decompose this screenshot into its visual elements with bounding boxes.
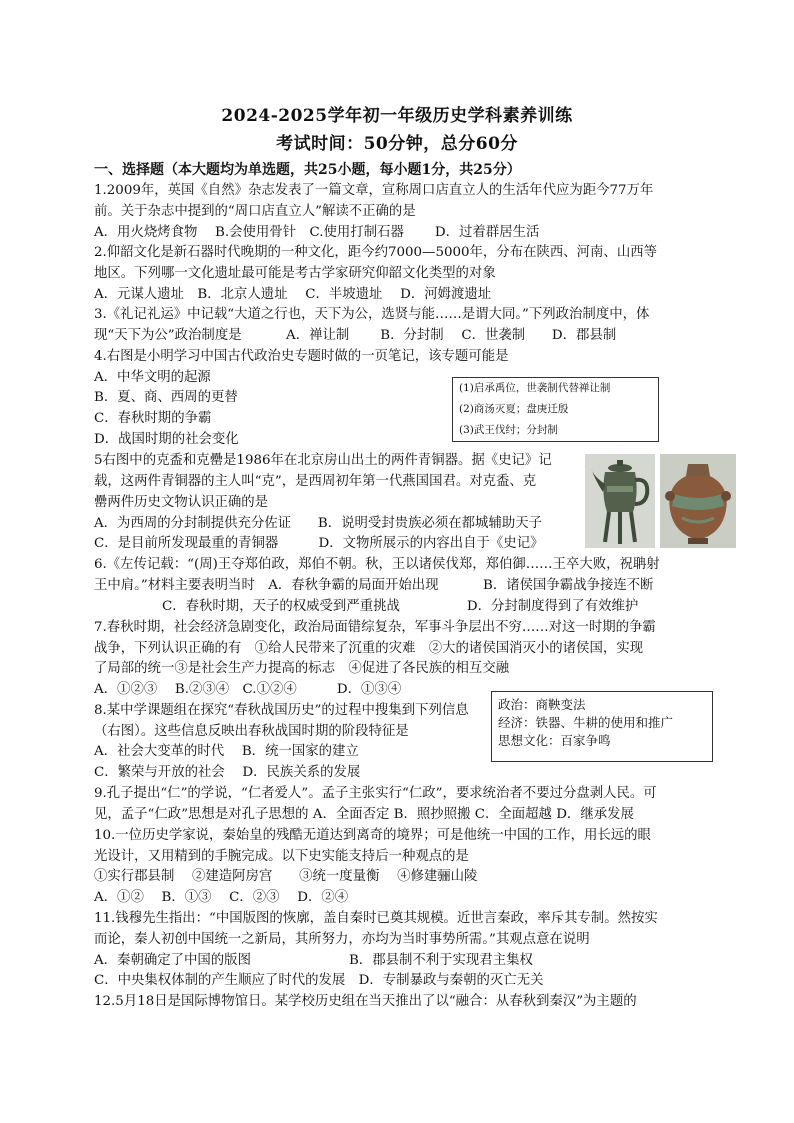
question-line: 前。关于杂志中提到的“周口店直立人”解读不正确的是: [94, 204, 416, 219]
question-line: 3.《礼记礼运》中记载“大道之行也，天下为公，选贤与能……是谓大同。”下列政治制度中，体: [94, 307, 650, 322]
info-box: [491, 691, 713, 762]
question-line: 11.钱穆先生指出：“中国版图的恢廓，盖自秦时已奠其规模。近世言秦政，率斥其专制。然按实: [94, 911, 658, 926]
section-heading: 一、选择题（本大题均为单选题，共25小题，每小题1分，共25分）: [94, 162, 521, 178]
option-line: 现“天下为公”政治制度是 A．禅让制 B．分封制 C．世袭制 D．郡县制: [94, 328, 617, 343]
question-line: 7.春秋时期，社会经济急剧变化，政治局面错综复杂，军事斗争层出不穷……对这一时期的争霸: [94, 620, 656, 635]
notes-item: (1)启承禹位，世袭制代替禅让制: [459, 382, 611, 394]
option-line: A．用火烧烤食物 B.会使用骨针 C.使用打制石器 D．过着群居生活: [94, 225, 540, 240]
notes-item: (2)商汤灭夏；盘庚迁殷: [459, 403, 569, 415]
bronze-he-photo: [585, 454, 655, 548]
info-item: 思想文化：百家争鸣: [498, 733, 611, 748]
info-item: 经济：铁器、牛耕的使用和推广: [498, 715, 674, 730]
option-line: C．繁荣与开放的社会 D．民族关系的发展: [94, 765, 361, 780]
question-line: 9.孔子提出“仁”的学说，“仁者爱人”。孟子主张实行“仁政”，要求统治者不要过分盘剥人民。可: [94, 786, 657, 801]
question-line: 战争，下列认识正确的有 ①给人民带来了沉重的灾难 ②大的诸侯国消灭小的诸侯国，实现: [94, 641, 644, 656]
question-line: 光设计，又用精到的手腕完成。以下史实能支持后一种观点的是: [94, 849, 469, 864]
option-line: C．春秋时期的争霸: [94, 411, 212, 426]
notes-box: [452, 377, 659, 442]
bronze-lei-photo: [660, 454, 736, 548]
question-line: 载，这两件青铜器的主人叫“克”，是西周初年第一代燕国国君。对克盉、克: [94, 474, 537, 489]
question-line: 1.2009年，英国《自然》杂志发表了一篇文章，宣称周口店直立人的生活年代应为距今77万年: [94, 183, 654, 198]
question-line: 见，孟子“仁政”思想是对孔子思想的 A．全面否定 B．照抄照搬 C．全面超越 D．继承发展: [94, 807, 634, 822]
option-line: A．①②③ B.②③④ C.①②④ D．①③④: [94, 682, 402, 697]
option-line: C．春秋时期，天子的权威受到严重挑战 D．分封制度得到了有效维护: [162, 599, 639, 614]
question-line: 5右图中的克盉和克罍是1986年在北京房山出土的两件青铜器。据《史记》记: [94, 453, 552, 468]
option-line: D．战国时期的社会变化: [94, 432, 239, 447]
question-line: 地区。下列哪一文化遗址最可能是考古学家研究仰韶文化类型的对象: [94, 266, 496, 281]
question-line: 2.仰韶文化是新石器时代晚期的一种文化，距今约7000—5000年，分布在陕西、河南、山西等: [94, 245, 657, 260]
option-line: C．中央集权体制的产生顺应了时代的发展 D．专制暴政与秦朝的灭亡无关: [94, 973, 544, 988]
notes-item: (3)武王伐纣；分封制: [459, 424, 558, 436]
exam-subtitle: 考试时间：50分钟，总分60分: [276, 134, 518, 154]
question-line: 10.一位历史学家说，秦始皇的残酷无道达到离奇的境界；可是他统一中国的工作，用长远的眼: [94, 828, 651, 843]
question-line: 6.《左传记载：“(周)王夺郑伯政，郑伯不朝。秋，王以诸侯伐郑，郑伯御……王卒大败，祝聃射: [94, 557, 660, 572]
question-line: 王中肩。”材料主要表明当时 A．春秋争霸的局面开始出现 B．诸侯国争霸战争接连不断: [94, 578, 654, 593]
option-line: ①实行郡县制 ②建造阿房宫 ③统一度量衡 ④修建骊山陵: [94, 869, 478, 884]
exam-title: 2024-2025学年初一年级历史学科素养训练: [221, 106, 573, 126]
question-line: （右图）。这些信息反映出春秋战国时期的阶段特征是: [94, 724, 409, 739]
question-line: 8.某中学课题组在探究“春秋战国历史”的过程中搜集到下列信息: [94, 703, 469, 718]
option-line: A．①② B．①③ C．②③ D．②④: [94, 890, 349, 905]
question-line: 4.右图是小明学习中国古代政治史专题时做的一页笔记，该专题可能是: [94, 349, 509, 364]
option-line: A．社会大变革的时代 B．统一国家的建立: [94, 744, 359, 759]
question-line: 了局部的统一③是社会生产力提高的标志 ④促进了各民族的相互交融: [94, 661, 510, 676]
option-line: A．秦朝确定了中国的版图 B．郡县制不利于实现君主集权: [94, 953, 533, 968]
question-line: 而论，秦人初创中国统一之新局，其所努力，亦均为当时事势所需。”其观点意在说明: [94, 932, 590, 947]
info-item: 政治：商鞅变法: [498, 697, 586, 712]
option-line: A．为西周的分封制提供充分佐证 B．说明受封贵族必须在都城辅助天子: [94, 516, 543, 531]
question-line: 12.5月18日是国际博物馆日。某学校历史组在当天推出了以“融合：从春秋到秦汉”为主题的: [94, 994, 637, 1009]
option-line: A．中华文明的起源: [94, 370, 211, 385]
option-line: A．元谋人遗址 B．北京人遗址 C．半坡遗址 D．河姆渡遗址: [94, 287, 492, 302]
question-line: 罍两件历史文物认识正确的是: [94, 495, 269, 510]
option-line: C．是目前所发现最重的青铜器 D．文物所展示的内容出自于《史记》: [94, 536, 544, 551]
option-line: B．夏、商、西周的更替: [94, 390, 238, 405]
